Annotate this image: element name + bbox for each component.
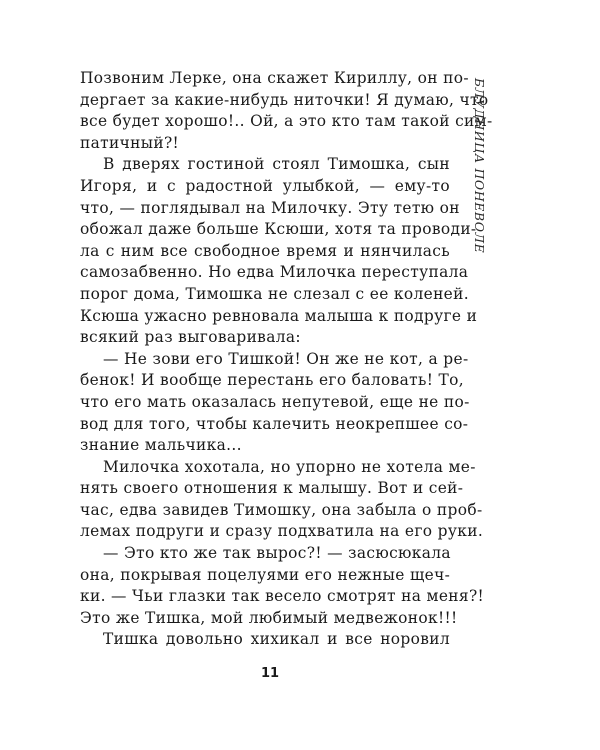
- text-line: что, — поглядывал на Милочку. Эту тетю он: [80, 198, 460, 217]
- text-line: — Это кто же так вырос?! — засюсюкала: [103, 544, 451, 563]
- text-line: Это же Тишка, мой любимый медвежонок!!!: [80, 608, 458, 627]
- text-line: — Не зови его Тишкой! Он же не кот, а ре-: [103, 349, 469, 368]
- text-line: вод для того, чтобы калечить неокрепшее со-: [80, 414, 469, 433]
- text-line: патичный?!: [80, 133, 180, 152]
- text-line: Позвоним Лерке, она скажет Кириллу, он по-: [80, 69, 469, 87]
- text-line: дергает за какие-нибудь ниточки! Я думаю, что: [80, 90, 489, 109]
- text-line: Ксюша ужасно ревновала малыша к подруге и: [80, 306, 478, 325]
- text-line: лемах подруги и сразу подхватила на его руки.: [80, 522, 484, 541]
- text-line: ла с ним все свободное время и нянчилась: [80, 241, 450, 260]
- text-line: что его мать оказалась непутевой, еще не по-: [80, 392, 470, 411]
- text-line: В дверях гостиной стоял Тимошка, сын: [103, 155, 450, 174]
- text-line: обожал даже больше Ксюши, хотя та проводи-: [80, 220, 477, 239]
- running-head-title: БЛУДНИЦА ПОНЕВОЛЕ: [472, 78, 487, 254]
- text-line: бенок! И вообще перестань его баловать! То,: [80, 371, 464, 390]
- text-line: порог дома, Тимошка не слезал с ее коленей.: [80, 284, 469, 303]
- text-line: Игоря, и с радостной улыбкой, — ему-то: [80, 176, 450, 195]
- text-line: ки. — Чьи глазки так весело смотрят на меня?!: [80, 587, 485, 606]
- page-number: 11: [260, 666, 280, 681]
- text-line: час, едва завидев Тимошку, она забыла о проб-: [80, 500, 483, 519]
- running-head: [470, 78, 492, 298]
- text-line: все будет хорошо!.. Ой, а это кто там такой сим-: [80, 112, 493, 131]
- text-line: нять своего отношения к малышу. Вот и сей-: [80, 479, 464, 498]
- text-line: знание мальчика...: [80, 436, 242, 455]
- text-line: Тишка довольно хихикал и все норовил: [103, 630, 450, 649]
- text-line: самозабвенно. Но едва Милочка переступала: [80, 263, 469, 282]
- text-line: она, покрывая поцелуями его нежные щеч-: [80, 565, 451, 584]
- text-line: всякий раз выговаривала:: [80, 328, 301, 347]
- text-line: Милочка хохотала, но упорно не хотела ме-: [103, 457, 476, 476]
